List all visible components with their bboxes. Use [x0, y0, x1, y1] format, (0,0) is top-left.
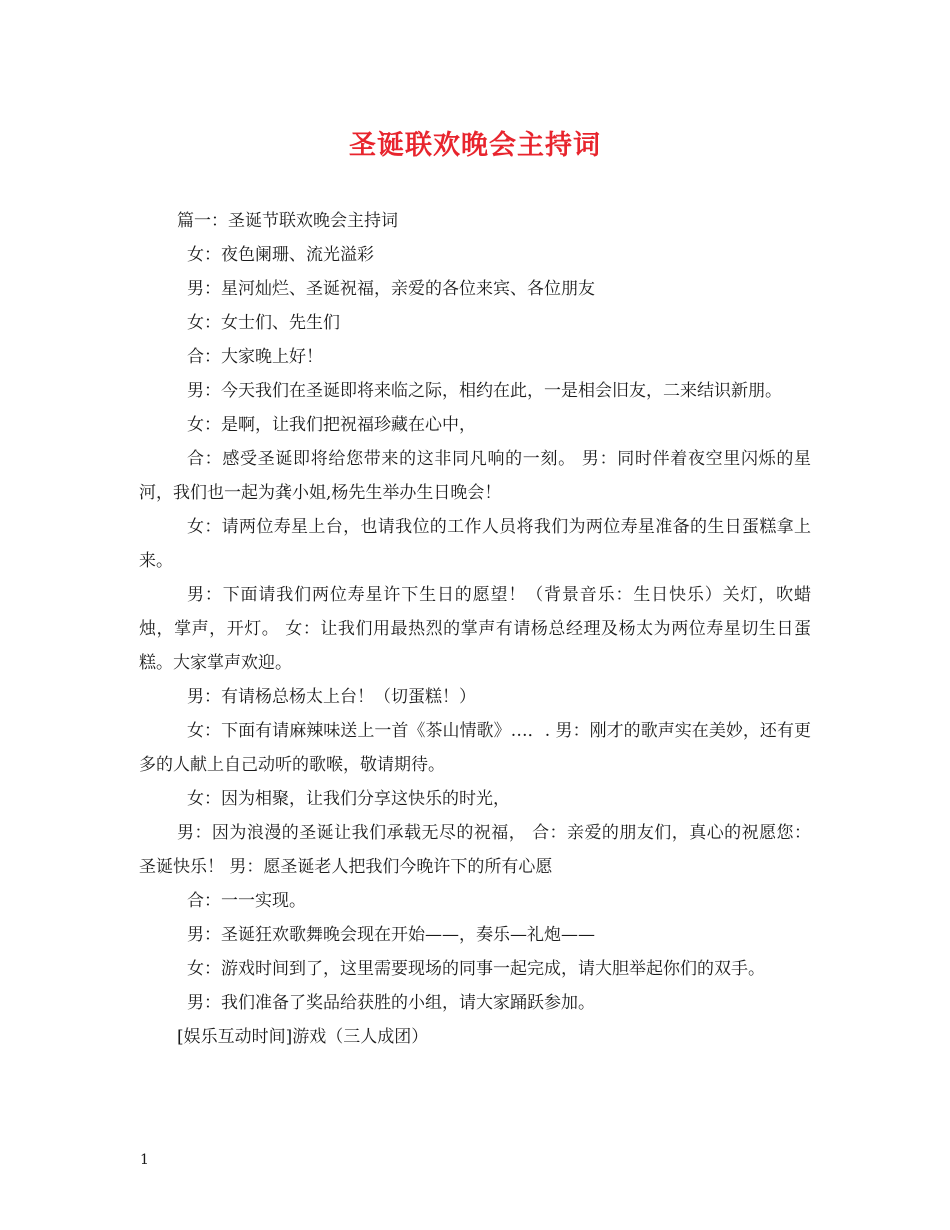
paragraph: 女：女士们、先生们 [187, 313, 340, 333]
paragraph: 合：感受圣诞即将给您带来的这非同凡响的一刻。 男：同时伴着夜空里闪烁的星河，我们也一起为龚小姐,杨先生举办生日晚会！ [139, 449, 811, 503]
paragraph: 男：下面请我们两位寿星许下生日的愿望！（背景音乐：生日快乐）关灯，吹蜡烛，掌声，开灯。 女：让我们用最热烈的掌声有请杨总经理及杨太为两位寿星切生日蛋糕。大家掌声欢迎。 [139, 585, 811, 673]
paragraph: 男：今天我们在圣诞即将来临之际，相约在此，一是相会旧友，二来结识新朋。 [187, 381, 782, 401]
paragraph: 合：大家晚上好！ [187, 347, 323, 367]
paragraph: 女：是啊，让我们把祝福珍藏在心中， [187, 415, 476, 435]
section-heading: 篇一：圣诞节联欢晚会主持词 [177, 211, 398, 231]
paragraph: 女：因为相聚，让我们分享这快乐的时光， [187, 789, 510, 809]
paragraph: 女：请两位寿星上台，也请我位的工作人员将我们为两位寿星准备的生日蛋糕拿上来。 [139, 517, 811, 571]
paragraph: 男：圣诞狂欢歌舞晚会现在开始——，奏乐—礼炮—— [187, 925, 595, 945]
document-body [139, 204, 811, 1054]
paragraph: 男：星河灿烂、圣诞祝福，亲爱的各位来宾、各位朋友 [187, 279, 595, 299]
paragraph: 女：夜色阑珊、流光溢彩 [187, 245, 374, 265]
paragraph: 男：因为浪漫的圣诞让我们承载无尽的祝福， 合：亲爱的朋友们，真心的祝愿您：圣诞快乐！ 男：愿圣诞老人把我们今晚许下的所有心愿 [139, 823, 811, 877]
paragraph: 女：下面有请麻辣味送上一首《茶山情歌》…．. 男：刚才的歌声实在美妙，还有更多的人献上自己动听的歌喉，敬请期待。 [139, 721, 811, 775]
page-number: 1 [140, 1152, 149, 1168]
paragraph: 男：有请杨总杨太上台！（切蛋糕！） [187, 687, 476, 707]
paragraph: 合：一一实现。 [187, 891, 306, 911]
paragraph: 男：我们准备了奖品给获胜的小组，请大家踊跃参加。 [187, 993, 595, 1013]
document-title: 圣诞联欢晚会主持词 [349, 130, 601, 161]
paragraph: [娱乐互动时间]游戏（三人成团） [177, 1027, 429, 1047]
paragraph: 女：游戏时间到了，这里需要现场的同事一起完成，请大胆举起你们的双手。 [187, 959, 765, 979]
